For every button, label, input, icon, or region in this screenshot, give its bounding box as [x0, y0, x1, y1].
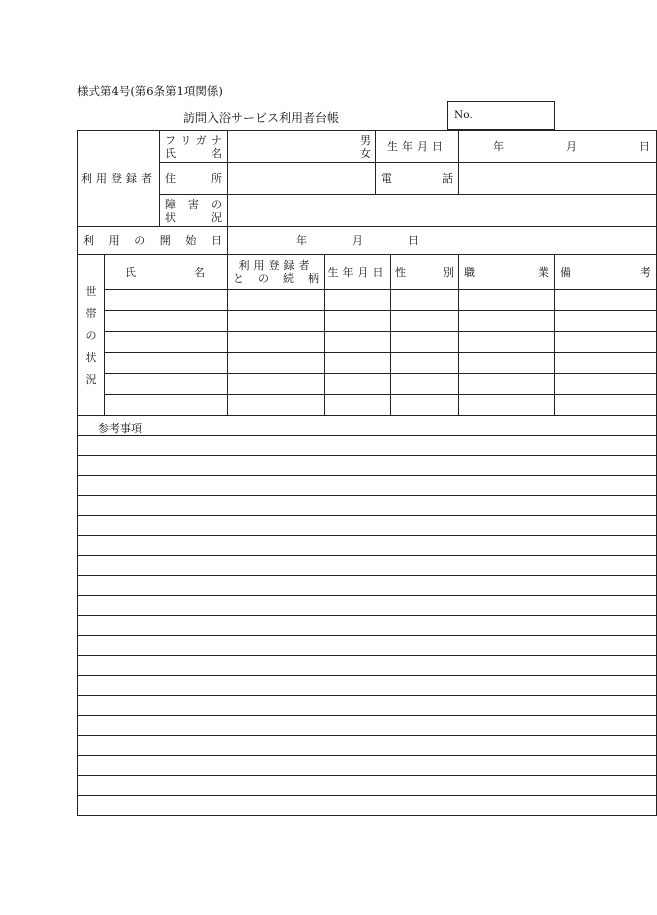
disability-field[interactable] — [228, 195, 657, 227]
registrant-section-label: 利用登録者 — [78, 131, 160, 227]
household-birth-cell[interactable] — [325, 332, 391, 353]
notes-line — [78, 516, 657, 536]
household-name-cell[interactable] — [105, 374, 228, 395]
household-job-cell[interactable] — [459, 311, 555, 332]
household-row — [78, 395, 657, 416]
start-day-unit: 日 — [408, 234, 419, 247]
household-sex-cell[interactable] — [391, 353, 459, 374]
household-birth-cell[interactable] — [325, 374, 391, 395]
notes-line — [78, 676, 657, 696]
household-remarks-cell[interactable] — [555, 374, 657, 395]
number-label: No. — [454, 109, 473, 121]
household-relation-cell[interactable] — [228, 311, 325, 332]
day-unit: 日 — [639, 140, 651, 153]
household-remarks-cell[interactable] — [555, 290, 657, 311]
notes-line-cell[interactable] — [78, 736, 657, 756]
notes-line — [78, 736, 657, 756]
household-remarks-cell[interactable] — [555, 311, 657, 332]
notes-line-cell[interactable] — [78, 636, 657, 656]
household-row — [78, 332, 657, 353]
household-relation-cell[interactable] — [228, 374, 325, 395]
household-birth-cell[interactable] — [325, 395, 391, 416]
name-label: 氏 名 — [165, 146, 222, 160]
number-box[interactable] — [447, 101, 555, 130]
household-row — [78, 353, 657, 374]
notes-line-cell[interactable] — [78, 556, 657, 576]
notes-line-cell[interactable] — [78, 696, 657, 716]
household-name-cell[interactable] — [105, 353, 228, 374]
sex-female[interactable]: 女 — [360, 146, 372, 160]
household-sex-cell[interactable] — [391, 290, 459, 311]
notes-line-cell[interactable] — [78, 576, 657, 596]
notes-line — [78, 576, 657, 596]
notes-line — [78, 456, 657, 476]
notes-line-cell[interactable] — [78, 596, 657, 616]
birth-label: 生年月日 — [376, 131, 459, 163]
start-year-unit: 年 — [296, 234, 307, 247]
address-label: 住 所 — [160, 163, 228, 195]
household-job-cell[interactable] — [459, 395, 555, 416]
household-row — [78, 374, 657, 395]
household-birth-cell[interactable] — [325, 290, 391, 311]
household-job-cell[interactable] — [459, 332, 555, 353]
household-birth-cell[interactable] — [325, 353, 391, 374]
notes-line — [78, 756, 657, 776]
notes-line-cell[interactable] — [78, 716, 657, 736]
notes-label: 参考事項 — [78, 416, 657, 436]
notes-line — [78, 636, 657, 656]
phone-field[interactable] — [459, 163, 657, 195]
household-sex-cell[interactable] — [391, 395, 459, 416]
notes-line-cell[interactable] — [78, 496, 657, 516]
household-relation-cell[interactable] — [228, 332, 325, 353]
furigana-label: フ リ ガ ナ — [165, 133, 222, 147]
notes-line-cell[interactable] — [78, 516, 657, 536]
household-section-label: 世 帯 の 状 況 — [78, 255, 105, 416]
notes-line — [78, 796, 657, 816]
notes-line — [78, 476, 657, 496]
household-relation-cell[interactable] — [228, 395, 325, 416]
form-title: 訪問入浴サービス利用者台帳 — [183, 111, 340, 125]
household-sex-cell[interactable] — [391, 332, 459, 353]
household-remarks-cell[interactable] — [555, 395, 657, 416]
household-sex-cell[interactable] — [391, 374, 459, 395]
start-date-label: 利 用 の 開 始 日 — [78, 227, 228, 255]
notes-line — [78, 696, 657, 716]
household-sex-header: 性 別 — [391, 255, 459, 290]
notes-line — [78, 776, 657, 796]
household-name-cell[interactable] — [105, 290, 228, 311]
household-row — [78, 311, 657, 332]
address-field[interactable] — [228, 163, 376, 195]
notes-line-cell[interactable] — [78, 656, 657, 676]
household-birth-header: 生年月日 — [325, 255, 391, 290]
notes-line — [78, 656, 657, 676]
household-remarks-header: 備 考 — [555, 255, 657, 290]
notes-line — [78, 436, 657, 456]
household-remarks-cell[interactable] — [555, 332, 657, 353]
month-unit: 月 — [566, 140, 578, 153]
birth-field[interactable] — [459, 131, 657, 163]
registration-table — [77, 130, 657, 816]
household-sex-cell[interactable] — [391, 311, 459, 332]
household-relation-header: 利用登録者 と の 続 柄 — [228, 255, 325, 290]
household-name-header: 氏 名 — [105, 255, 228, 290]
household-job-cell[interactable] — [459, 374, 555, 395]
notes-line — [78, 616, 657, 636]
notes-line-cell[interactable] — [78, 476, 657, 496]
household-relation-cell[interactable] — [228, 353, 325, 374]
furigana-name-label — [160, 131, 228, 163]
notes-line — [78, 556, 657, 576]
notes-lines — [78, 436, 657, 816]
sex-male[interactable]: 男 — [360, 133, 372, 147]
name-field[interactable] — [228, 131, 376, 163]
start-date-field[interactable] — [228, 227, 657, 255]
disability-label: 障 害 の 状 況 — [160, 195, 228, 227]
notes-line-cell[interactable] — [78, 456, 657, 476]
household-job-header: 職 業 — [459, 255, 555, 290]
notes-line-cell[interactable] — [78, 616, 657, 636]
household-birth-cell[interactable] — [325, 311, 391, 332]
notes-line — [78, 496, 657, 516]
household-remarks-cell[interactable] — [555, 353, 657, 374]
household-job-cell[interactable] — [459, 353, 555, 374]
household-row — [78, 290, 657, 311]
phone-label: 電 話 — [376, 163, 459, 195]
notes-line-cell[interactable] — [78, 676, 657, 696]
notes-line-cell[interactable] — [78, 436, 657, 456]
household-name-cell[interactable] — [105, 395, 228, 416]
household-name-cell[interactable] — [105, 311, 228, 332]
notes-line — [78, 536, 657, 556]
year-unit: 年 — [493, 140, 505, 153]
household-name-cell[interactable] — [105, 332, 228, 353]
form-code: 様式第4号(第6条第1項関係) — [77, 84, 223, 98]
household-relation-cell[interactable] — [228, 290, 325, 311]
notes-line-cell[interactable] — [78, 536, 657, 556]
notes-line — [78, 596, 657, 616]
start-month-unit: 月 — [352, 234, 363, 247]
household-job-cell[interactable] — [459, 290, 555, 311]
notes-line-cell[interactable] — [78, 796, 657, 816]
notes-line-cell[interactable] — [78, 756, 657, 776]
notes-line-cell[interactable] — [78, 776, 657, 796]
notes-line — [78, 716, 657, 736]
